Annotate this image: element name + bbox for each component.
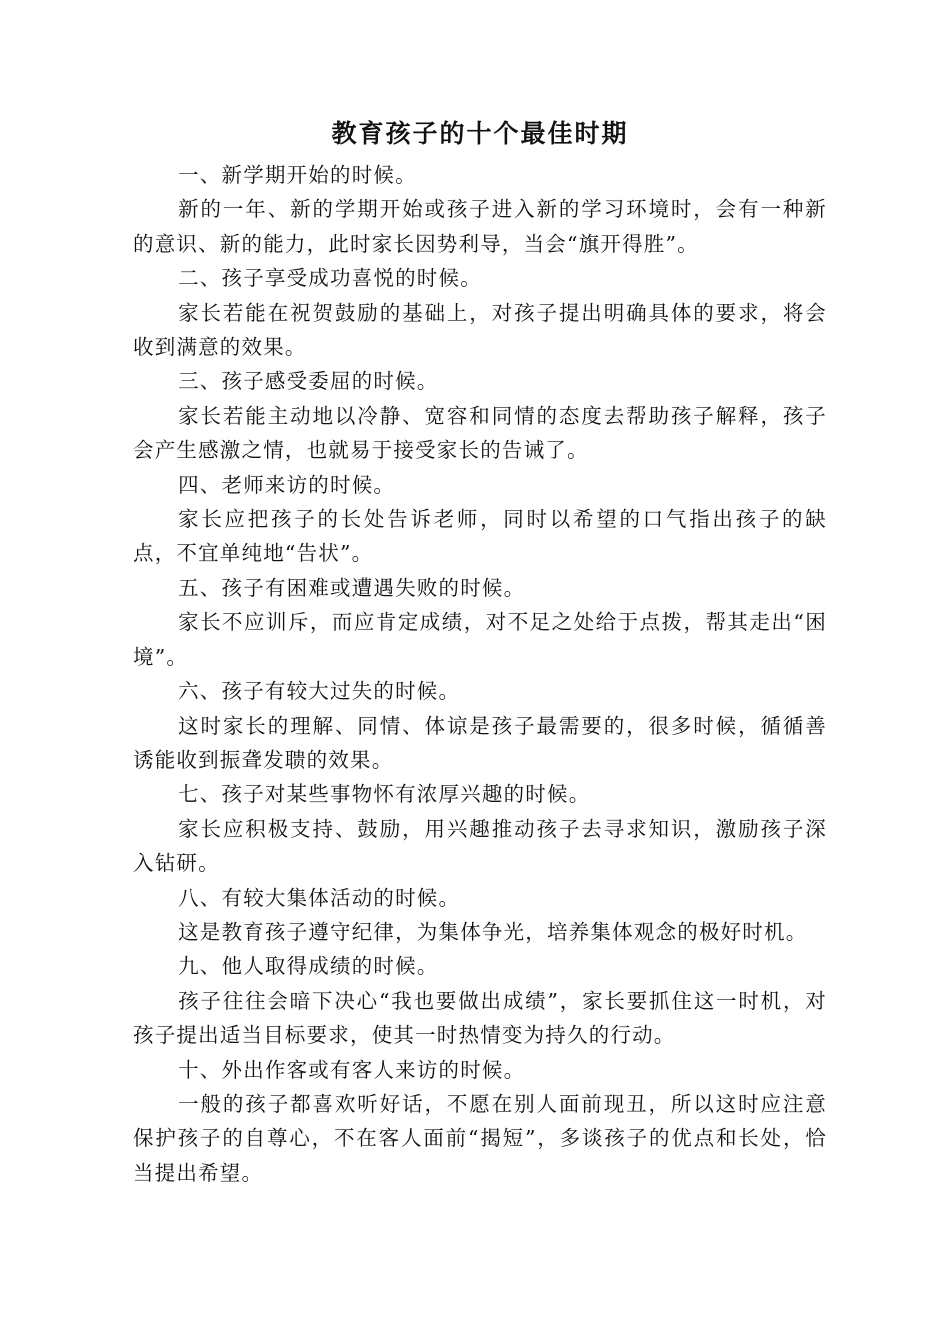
- heading-6: 六、孩子有较大过失的时候。: [178, 679, 461, 704]
- heading-8: 八、有较大集体活动的时候。: [178, 885, 461, 910]
- body-paragraph-2: 家长若能在祝贺鼓励的基础上，对孩子提出明确具体的要求，将会收到满意的效果。: [133, 300, 827, 360]
- heading-2: 二、孩子享受成功喜悦的时候。: [178, 266, 482, 291]
- heading-3: 三、孩子感受委屈的时候。: [178, 369, 439, 394]
- body-paragraph-4: 家长应把孩子的长处告诉老师，同时以希望的口气指出孩子的缺点，不宜单纯地“告状”。: [133, 507, 827, 566]
- heading-10: 十、外出作客或有客人来访的时候。: [178, 1057, 526, 1082]
- body-paragraph-6: 这时家长的理解、同情、体谅是孩子最需要的，很多时候，循循善诱能收到振聋发聩的效果。: [133, 713, 827, 772]
- body-paragraph-8: 这是教育孩子遵守纪律，为集体争光，培养集体观念的极好时机。: [178, 919, 808, 944]
- heading-7: 七、孩子对某些事物怀有浓厚兴趣的时候。: [178, 782, 591, 807]
- body-paragraph-10: 一般的孩子都喜欢听好话，不愿在别人面前现丑，所以这时应注意保护孩子的自尊心，不在客人面前“揭短”，多谈孩子的优点和长处，恰当提出希望。: [133, 1091, 827, 1185]
- heading-9: 九、他人取得成绩的时候。: [178, 954, 439, 979]
- body-paragraph-3: 家长若能主动地以冷静、宽容和同情的态度去帮助孩子解释，孩子会产生感激之情，也就易于接受家长的告诫了。: [133, 403, 827, 463]
- body-paragraph-7: 家长应积极支持、鼓励，用兴趣推动孩子去寻求知识，激励孩子深入钻研。: [133, 816, 827, 876]
- body-paragraph-5: 家长不应训斥，而应肯定成绩，对不足之处给于点拨，帮其走出“困境”。: [133, 610, 827, 669]
- heading-1: 一、新学期开始的时候。: [178, 163, 417, 187]
- heading-4: 四、老师来访的时候。: [178, 472, 396, 497]
- document-title: 教育孩子的十个最佳时期: [331, 119, 629, 148]
- body-paragraph-9: 孩子往往会暗下决心“我也要做出成绩”，家长要抓住这一时机，对孩子提出适当目标要求，使其一时热情变为持久的行动。: [133, 988, 827, 1048]
- body-paragraph-1: 新的一年、新的学期开始或孩子进入新的学习环境时，会有一种新的意识、新的能力，此时家长因势利导，当会“旗开得胜”。: [133, 197, 827, 256]
- heading-5: 五、孩子有困难或遭遇失败的时候。: [178, 575, 526, 600]
- document-page: [133, 112, 827, 1190]
